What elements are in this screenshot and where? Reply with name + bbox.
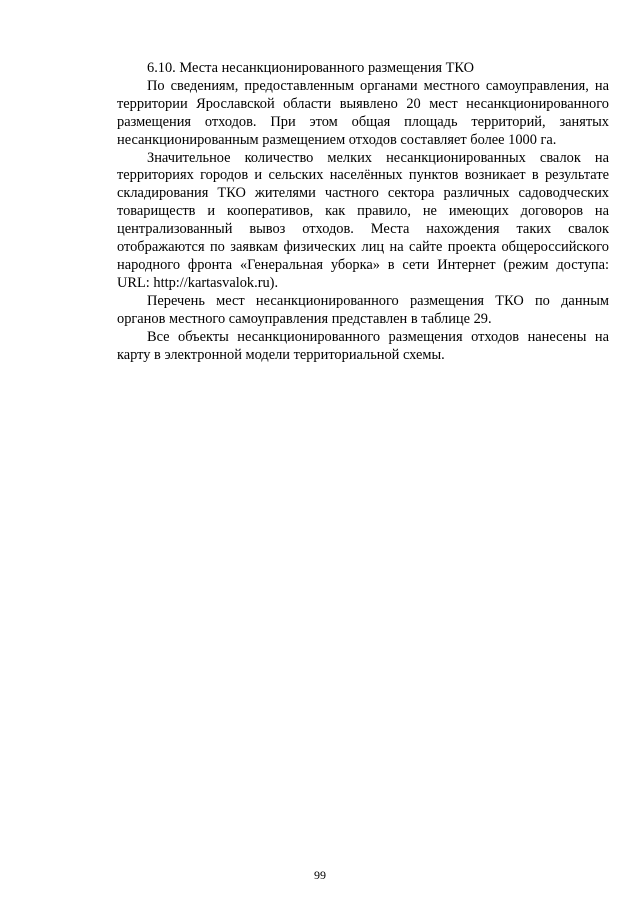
section-heading: 6.10. Места несанкционированного размещения ТКО — [147, 60, 475, 76]
paragraph-map-note: Все объекты несанкционированного размещения отходов нанесены на карту в электронной модели территориальной схемы. — [117, 328, 609, 363]
paragraph-table-reference: Перечень мест несанкционированного размещения ТКО по данным органов местного самоуправления представлен в таблице 29. — [117, 292, 609, 327]
paragraph-survey-results: По сведениям, предоставленным органами местного самоуправления, на территории Ярославской области выявлено 20 мест несанкционированного размещения отходов. При этом общая площадь территорий, занятых несанкционированным размещением отходов составляет более 1000 га. — [117, 77, 609, 148]
paragraph-small-dumps: Значительное количество мелких несанкционированных свалок на территориях городов и сельских населённых пунктов возникает в результате складирования ТКО жителями частного сектора различных садоводческих товариществ и кооперативов, как правило, не имеющих договоров на централизованный вывоз отходов. Места нахождения таких свалок отображаются по заявкам физических лиц на сайте проекта общероссийского народного фронта «Генеральная уборка» в сети Интернет (режим доступа: URL: http://kartasvalok.ru). — [117, 149, 609, 291]
page-content — [117, 60, 609, 364]
page-number: 99 — [314, 868, 326, 882]
